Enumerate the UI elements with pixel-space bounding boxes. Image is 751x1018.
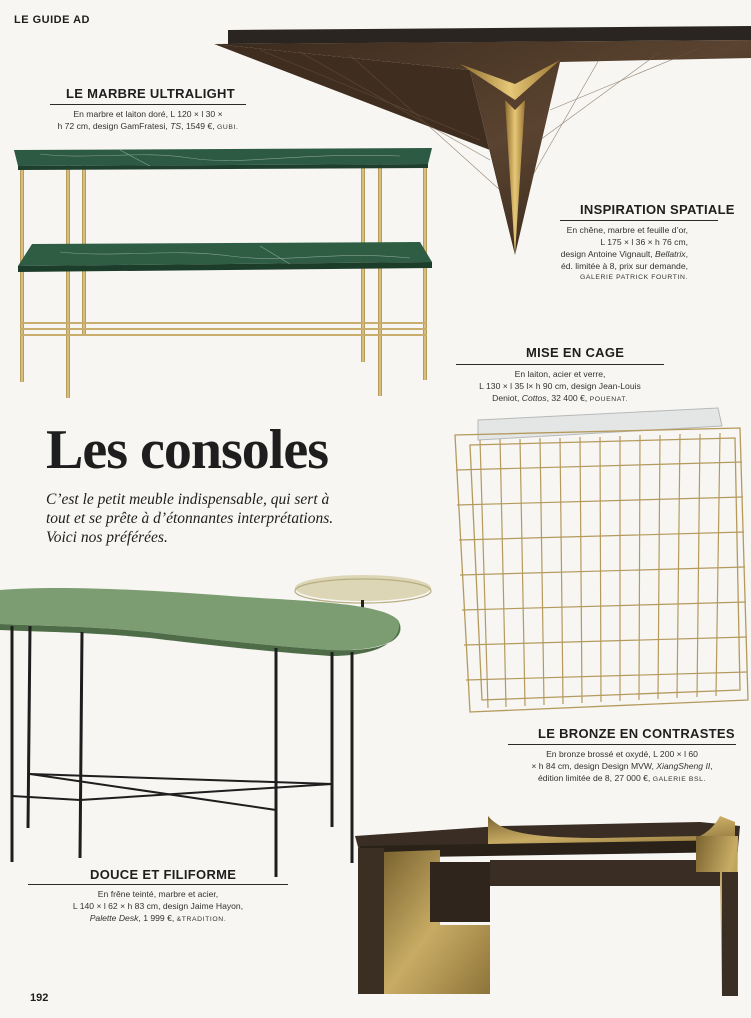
item-caption-bronze-contrastes: En bronze brossé et oxydé, L 200 × l 60 × h 84 cm, design Design MVW, XiangSheng II, édition limitée de 8, 27 000 €, GALERIE BSL.: [531, 749, 713, 783]
item-heading-marbre-ultralight: LE MARBRE ULTRALIGHT: [66, 86, 235, 101]
item-caption-inspiration-spatiale: En chêne, marbre et feuille d’or, L 175 × l 36 × h 76 cm, design Antoine Vignault, Bellatrix, éd. limitée à 8, prix sur demande, GALERIE PATRICK FOURTIN.: [560, 225, 688, 281]
running-head: LE GUIDE AD: [14, 14, 90, 26]
item-heading-mise-en-cage: MISE EN CAGE: [526, 345, 625, 360]
item-caption-douce-filiforme: En frêne teinté, marbre et acier, L 140 × l 62 × h 83 cm, design Jaime Hayon, Palette Desk, 1 999 €, &TRADITION.: [72, 889, 244, 923]
heading-divider: [560, 220, 718, 221]
heading-divider: [50, 104, 246, 105]
item-heading-inspiration-spatiale: INSPIRATION SPATIALE: [580, 202, 735, 217]
item-heading-douce-filiforme: DOUCE ET FILIFORME: [90, 867, 237, 882]
item-heading-bronze-contrastes: LE BRONZE EN CONTRASTES: [538, 726, 735, 741]
item-caption-marbre-ultralight: En marbre et laiton doré, L 120 × l 30 × h 72 cm, design GamFratesi, TS, 1549 €, GUBI.: [57, 109, 239, 131]
page-number: 192: [30, 992, 49, 1004]
heading-divider: [28, 884, 288, 885]
page-intro: C’est le petit meuble indispensable, qui sert à tout et se prête à d’étonnantes interprétations. Voici nos préférées.: [46, 491, 334, 546]
heading-divider: [508, 744, 736, 745]
page-title: Les consoles: [46, 419, 328, 481]
heading-divider: [456, 364, 664, 365]
item-caption-mise-en-cage: En laiton, acier et verre, L 130 × l 35 l× h 90 cm, design Jean-Louis Deniot, Cottos, 32 400 €, POUENAT.: [479, 369, 641, 403]
